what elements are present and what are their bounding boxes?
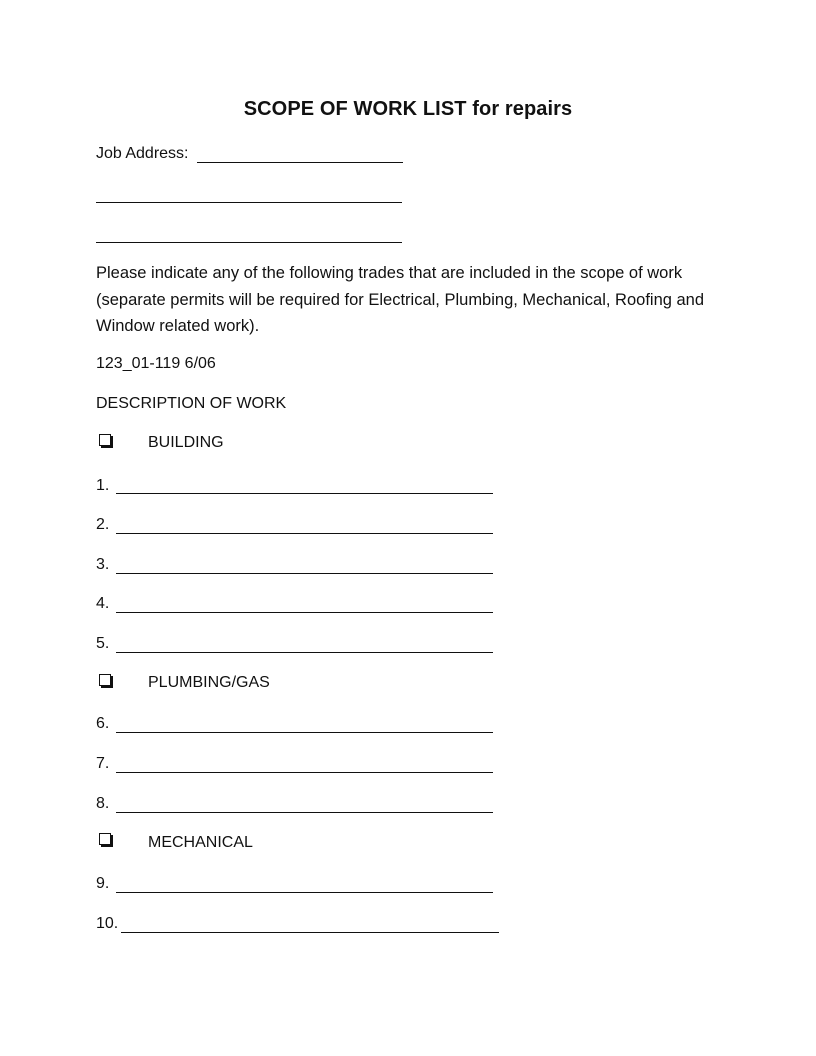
item-line-5[interactable] xyxy=(116,652,493,653)
form-code: 123_01-119 6/06 xyxy=(96,355,216,372)
item-line-3[interactable] xyxy=(116,573,493,574)
instructions-text: Please indicate any of the following trades that are included in the scope of work (separate permits will be required for Electrical, Plumbing, Mechanical, Roofing and Window related work). xyxy=(96,264,705,335)
item-number: 6. xyxy=(96,715,110,732)
mechanical-checkbox[interactable] xyxy=(99,833,111,845)
item-number: 9. xyxy=(96,875,110,892)
item-number: 8. xyxy=(96,795,110,812)
description-heading: DESCRIPTION OF WORK xyxy=(96,395,287,412)
item-line-10[interactable] xyxy=(121,932,499,933)
building-checkbox[interactable] xyxy=(99,434,111,446)
item-line-4[interactable] xyxy=(116,612,493,613)
job-address-label: Job Address: xyxy=(96,145,189,162)
item-number: 7. xyxy=(96,755,110,772)
item-number: 10. xyxy=(96,915,119,932)
item-line-1[interactable] xyxy=(116,493,493,494)
item-number: 2. xyxy=(96,516,110,533)
job-address-line-2[interactable] xyxy=(96,202,402,203)
page-title: SCOPE OF WORK LIST for repairs xyxy=(243,98,573,120)
item-number: 1. xyxy=(96,477,110,494)
section-label-plumbing-gas: PLUMBING/GAS xyxy=(148,674,270,691)
item-line-6[interactable] xyxy=(116,732,493,733)
item-line-8[interactable] xyxy=(116,812,493,813)
plumbing-gas-checkbox[interactable] xyxy=(99,674,111,686)
section-label-mechanical: MECHANICAL xyxy=(148,834,253,851)
item-line-7[interactable] xyxy=(116,772,493,773)
item-line-9[interactable] xyxy=(116,892,493,893)
item-number: 4. xyxy=(96,595,110,612)
job-address-field[interactable] xyxy=(197,162,403,163)
item-number: 5. xyxy=(96,635,110,652)
item-line-2[interactable] xyxy=(116,533,493,534)
item-number: 3. xyxy=(96,556,110,573)
section-label-building: BUILDING xyxy=(148,434,224,451)
job-address-line-3[interactable] xyxy=(96,242,402,243)
